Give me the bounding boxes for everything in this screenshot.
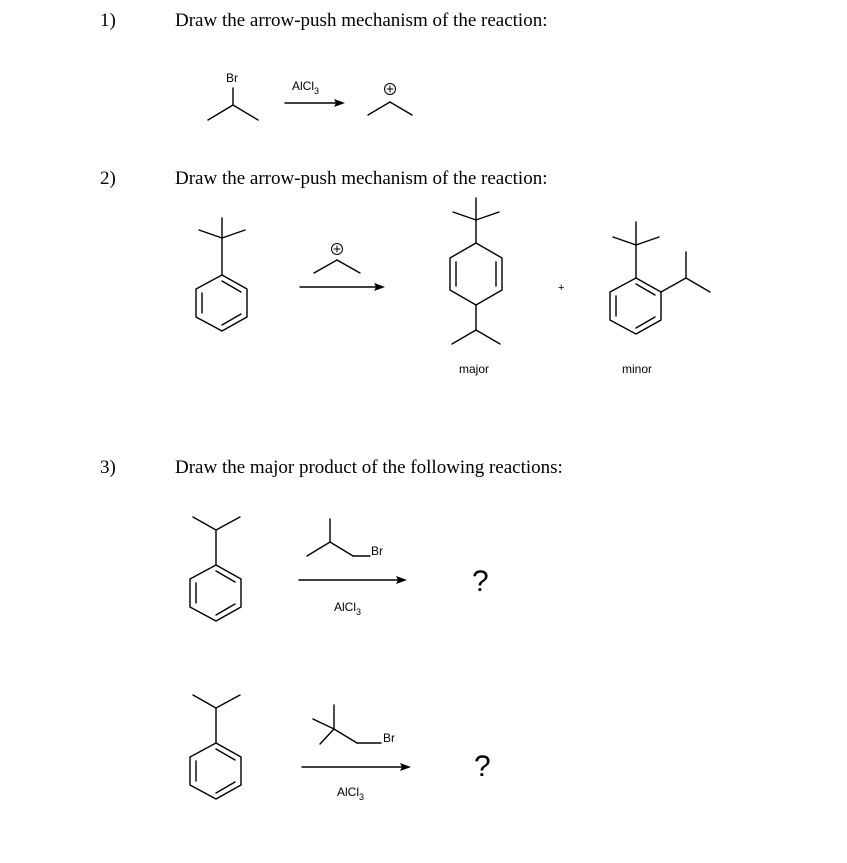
q3b-reagent-label: AlCl$_3$ <box>337 785 365 802</box>
q2-minor-label: minor <box>622 362 653 376</box>
q3a-cumene-structure <box>190 517 241 621</box>
q2-isopropyl-cation-structure <box>314 260 360 273</box>
q1-reaction-arrow <box>285 99 345 107</box>
q2-positive-charge-icon <box>332 244 343 255</box>
q3a-reagent-label: AlCl$_3$ <box>334 600 362 617</box>
question-1-number: 1) <box>100 10 116 31</box>
q2-major-product-structure <box>450 198 502 344</box>
q3a-isobutyl-bromide-structure <box>307 519 370 556</box>
question-1-prompt: Draw the arrow-push mechanism of the reaction: <box>175 10 548 31</box>
q3a-bromine-label: Br <box>371 544 383 558</box>
q2-minor-product-structure <box>610 222 710 334</box>
question-3-prompt: Draw the major product of the following reactions: <box>175 457 563 478</box>
question-2-prompt: Draw the arrow-push mechanism of the reaction: <box>175 168 548 189</box>
q3a-unknown-product: ? <box>472 565 489 598</box>
q1-isopropyl-bromide-structure <box>208 88 258 120</box>
q3b-unknown-product: ? <box>474 750 491 783</box>
q2-major-label: major <box>459 362 490 376</box>
q3a-reaction-arrow <box>299 576 407 584</box>
q1-reagent-label: AlCl$_3$ <box>292 79 320 96</box>
q1-isopropyl-cation-structure <box>368 102 412 115</box>
q2-plus-sign: + <box>558 282 565 294</box>
question-2-number: 2) <box>100 168 116 189</box>
q3b-bromine-label: Br <box>383 731 395 745</box>
q2-tert-butylbenzene-structure <box>196 218 247 331</box>
q3b-cumene-structure <box>190 695 241 799</box>
q2-reaction-arrow <box>300 283 385 291</box>
question-3-number: 3) <box>100 457 116 478</box>
q3b-tert-butyl-methyl-bromide-structure <box>313 705 381 744</box>
q3b-reaction-arrow <box>302 763 411 771</box>
q1-positive-charge-icon <box>385 84 396 95</box>
q1-bromine-label: Br <box>226 71 238 85</box>
